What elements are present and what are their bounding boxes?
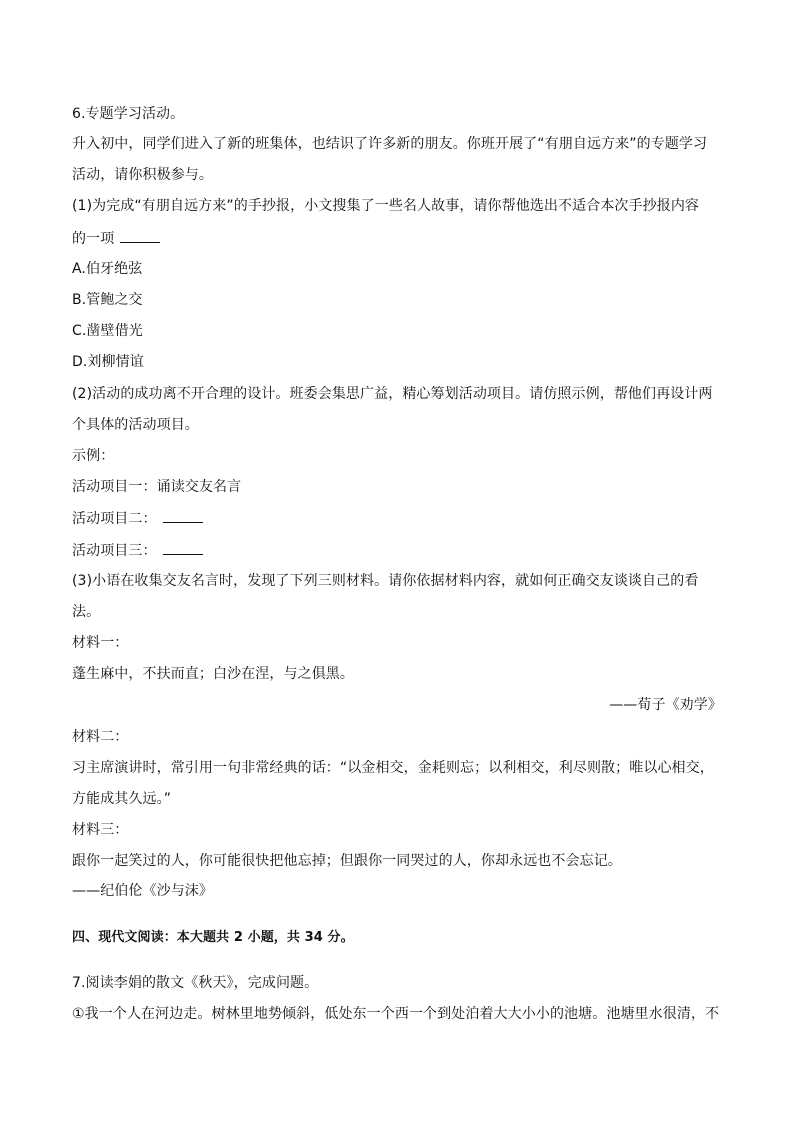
q7-title: 7.阅读李娟的散文《秋天》，完成问题。 xyxy=(72,975,319,991)
option-d: D.刘柳情谊 xyxy=(72,354,144,370)
activity-item-3-label: 活动项目三： xyxy=(72,543,157,559)
option-a: A.伯牙绝弦 xyxy=(72,261,143,277)
activity-item-2-label: 活动项目二： xyxy=(72,511,157,527)
q6-title: 6.专题学习活动。 xyxy=(72,106,185,122)
material-1-source: ——荀子《劝学》 xyxy=(609,697,722,713)
q6-sub3-line-2: 法。 xyxy=(72,604,101,620)
answer-blank[interactable] xyxy=(120,228,160,243)
activity-item-1: 活动项目一：诵读交友名言 xyxy=(72,479,242,495)
material-1-text: 蓬生麻中，不扶而直；白沙在涅，与之俱黑。 xyxy=(72,666,354,682)
activity-item-2 xyxy=(72,508,722,529)
material-2-line-2: 方能成其久远。” xyxy=(72,791,172,807)
q6-sub2-line-1: (2)活动的成功离不开合理的设计。班委会集思广益，精心筹划活动项目。请仿照示例，帮他们再设计两 xyxy=(72,386,713,402)
q6-sub1-prompt: 的一项 xyxy=(72,231,115,247)
answer-blank[interactable] xyxy=(163,540,203,555)
answer-blank[interactable] xyxy=(163,508,203,523)
q6-sub3-line-1: (3)小语在收集交友名言时，发现了下列三则材料。请你依据材料内容，就如何正确交友谈谈自己的看 xyxy=(72,573,699,589)
material-1-label: 材料一： xyxy=(72,635,129,651)
q6-sub1-line-2 xyxy=(72,228,722,249)
section-heading: 四、现代文阅读：本大题共 2 小题，共 34 分。 xyxy=(72,930,354,945)
q6-sub1-line-1: (1)为完成“有朋自远方来”的手抄报，小文搜集了一些名人故事，请你帮他选出不适合本次手抄报内容 xyxy=(72,198,700,214)
q6-intro-line-2: 活动，请你积极参与。 xyxy=(72,167,213,183)
material-2-label: 材料二： xyxy=(72,729,129,745)
material-3-source: ——纪伯伦《沙与沫》 xyxy=(72,883,213,899)
q7-paragraph-1: ①我一个人在河边走。树林里地势倾斜，低处东一个西一个到处泊着大大小小的池塘。池塘里水很清，不 xyxy=(72,1006,720,1022)
material-3-label: 材料三： xyxy=(72,822,129,838)
activity-item-3 xyxy=(72,540,722,561)
example-label: 示例： xyxy=(72,448,115,464)
option-c: C.凿壁借光 xyxy=(72,323,143,339)
q6-sub2-line-2: 个具体的活动项目。 xyxy=(72,417,199,433)
material-3-text: 跟你一起笑过的人，你可能很快把他忘掉；但跟你一同哭过的人，你却永远也不会忘记。 xyxy=(72,853,622,869)
q6-intro-line-1: 升入初中，同学们进入了新的班集体，也结识了许多新的朋友。你班开展了“有朋自远方来”的专题学习 xyxy=(72,136,708,152)
material-2-line-1: 习主席演讲时，常引用一句非常经典的话：“以金相交，金耗则忘；以利相交，利尽则散；唯以心相交， xyxy=(72,760,714,776)
option-b: B.管鲍之交 xyxy=(72,292,143,308)
